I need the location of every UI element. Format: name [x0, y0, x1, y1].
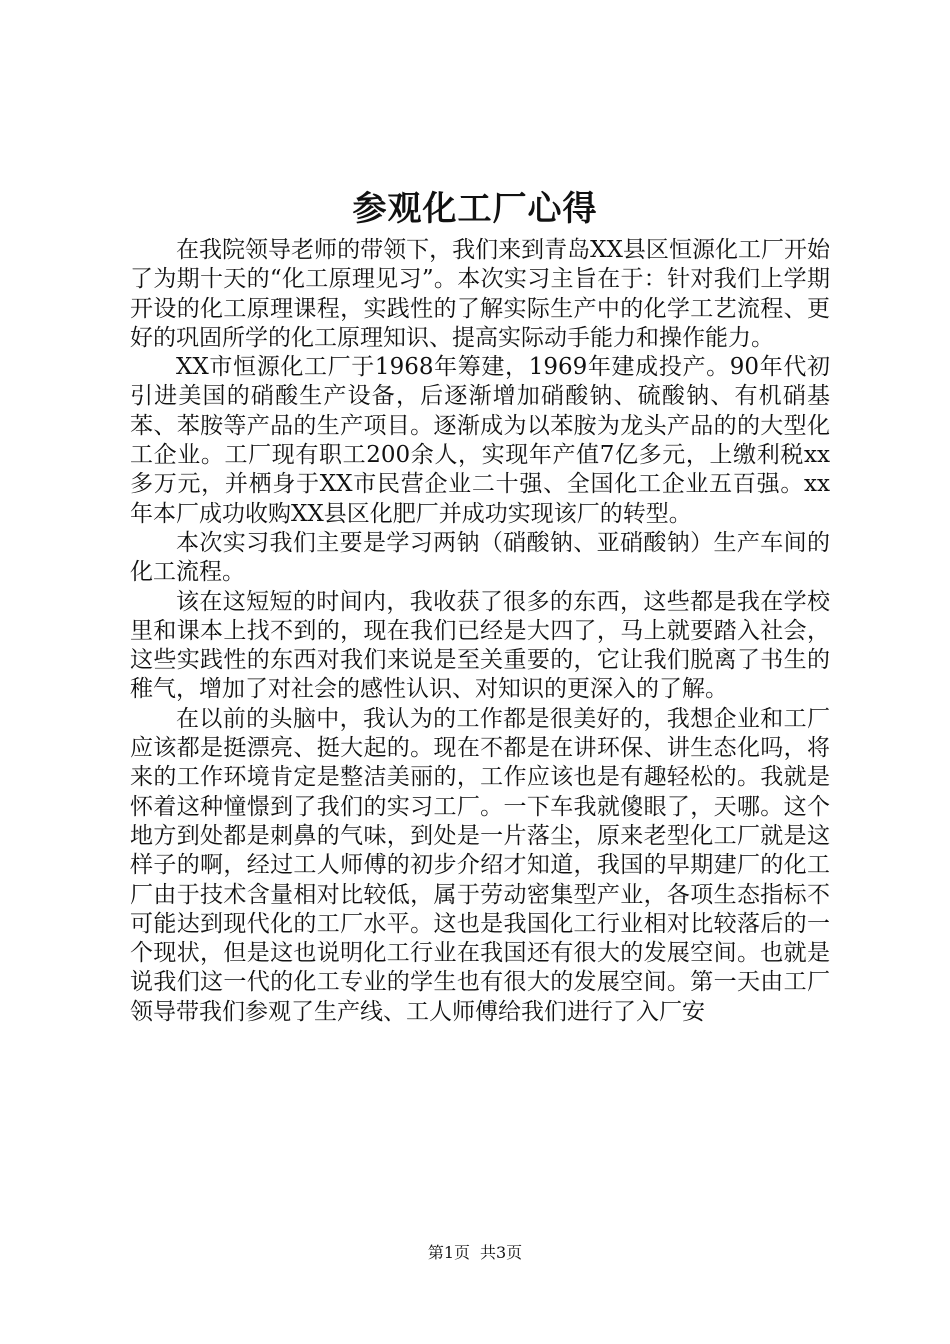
page-number: 第1页 [427, 1243, 470, 1262]
document-title: 参观化工厂心得 [352, 189, 598, 229]
paragraph-1: 在我院领导老师的带领下，我们来到青岛XX县区恒源化工厂开始了为期十天的“化工原理见习”。本次实习主旨在于：针对我们上学期开设的化工原理课程，实践性的了解实际生产中的化学工艺流程、更好的巩固所学的化工原理知识、提高实际动手能力和操作能力。 [130, 237, 830, 351]
paragraph-5: 在以前的头脑中，我认为的工作都是很美好的，我想企业和工厂应该都是挺漂亮、挺大起的。现在不都是在讲环保、讲生态化吗，将来的工作环境肯定是整洁美丽的，工作应该也是有趣轻松的。我就是怀着这种憧憬到了我们的实习工厂。一下车我就傻眼了，天哪。这个地方到处都是刺鼻的气味，到处是一片落尘，原来老型化工厂就是这样子的啊，经过工人师傅的初步介绍才知道，我国的早期建厂的化工厂由于技术含量相对比较低，属于劳动密集型产业，各项生态指标不可能达到现代化的工厂水平。这也是我国化工行业相对比较落后的一个现状，但是这也说明化工行业在我国还有很大的发展空间。也就是说我们这一代的化工专业的学生也有很大的发展空间。第一天由工厂领导带我们参观了生产线、工人师傅给我们进行了入厂安 [130, 705, 830, 1025]
page-total: 共3页 [480, 1243, 523, 1262]
paragraph-4: 该在这短短的时间内，我收获了很多的东西，这些都是我在学校里和课本上找不到的，现在我们已经是大四了，马上就要踏入社会，这些实践性的东西对我们来说是至关重要的，它让我们脱离了书生的稚气，增加了对社会的感性认识、对知识的更深入的了解。 [130, 588, 830, 703]
paragraph-3: 本次实习我们主要是学习两钠（硝酸钠、亚硝酸钠）生产车间的化工流程。 [130, 529, 830, 586]
page-footer [0, 1242, 950, 1264]
paragraph-2: XX市恒源化工厂于1968年筹建，1969年建成投产。90年代初引进美国的硝酸生产设备，后逐渐增加硝酸钠、硫酸钠、有机硝基苯、苯胺等产品的生产项目。逐渐成为以苯胺为龙头产品的的大型化工企业。工厂现有职工200余人，实现年产值7亿多元，上缴利税xx多万元，并栖身于XX市民营企业二十强、全国化工企业五百强。xx年本厂成功收购XX县区化肥厂并成功实现该厂的转型。 [130, 354, 830, 527]
document-body [130, 236, 830, 1027]
